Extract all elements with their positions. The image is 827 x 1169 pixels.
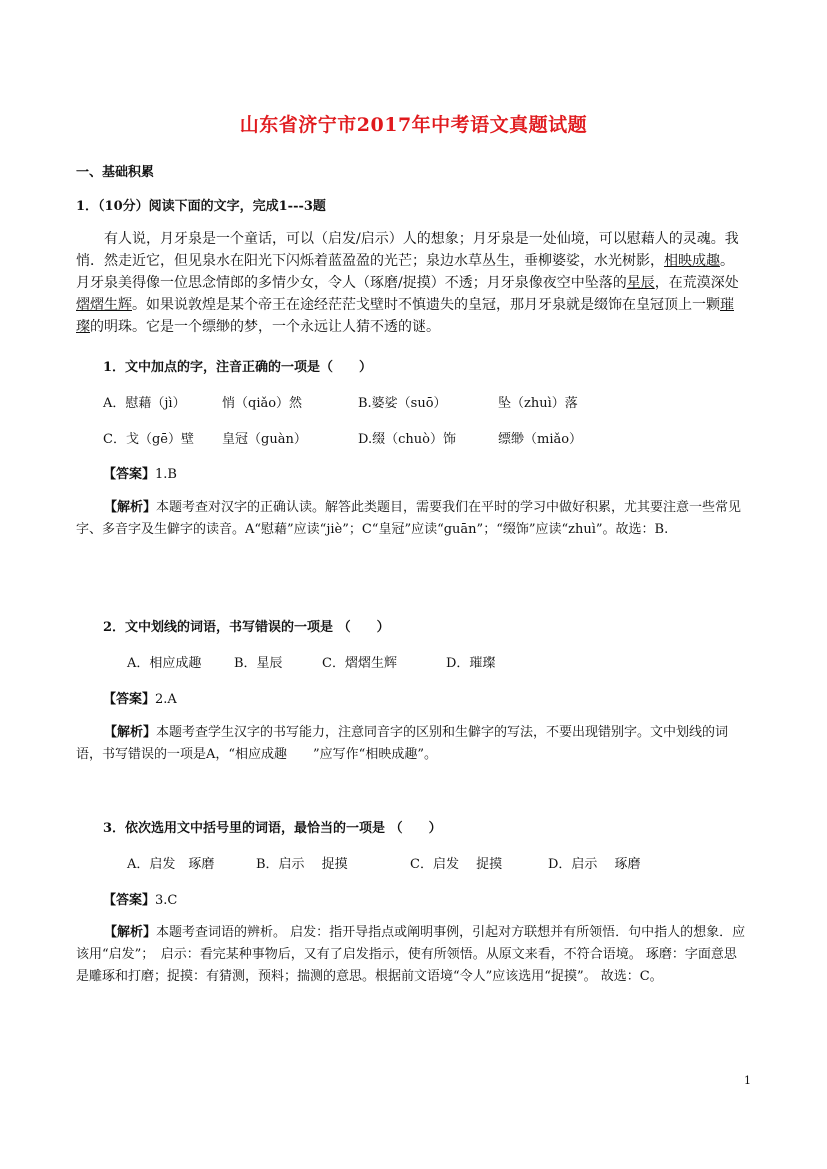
question-3-stem: 3．依次选用文中括号里的词语，最恰当的一项是 （ ） [103,821,442,836]
answer-tag: 【答案】 [103,467,156,482]
q1-answer [103,463,177,482]
q1-option-b-1: B.婆娑（suō） [358,396,447,411]
q1-analysis [76,497,746,541]
passage-text-4: 。如果说敦煌是某个帝王在途经茫茫戈壁时不慎遗失的皇冠，那月牙泉就是缀饰在皇冠顶上一颗 [132,297,720,313]
analysis-tag: 【解析】 [104,925,157,940]
q2-option-b: B．星辰 [234,656,283,671]
q3-analysis [76,922,746,988]
answer-value: 3.C [155,893,178,908]
q1-option-d-2: 缥缈（miǎo） [498,432,583,447]
underlined-word-1: 相映成趣 [664,253,720,269]
reading-passage [76,228,746,338]
document-title: 山东省济宁市2017年中考语文真题试题 [239,114,588,136]
underlined-word-4: 璀璨 [76,297,734,335]
analysis-tag: 【解析】 [104,500,157,515]
answer-value: 2.A [155,692,177,707]
q3-answer [103,889,177,908]
q1-option-b-2: 坠（zhuì）落 [498,396,578,411]
q1-option-d-1: D.缀（chuò）饰 [358,432,456,447]
q3-option-b: B．启示 捉摸 [256,857,348,872]
q2-answer [103,688,177,707]
q2-option-a: A．相应成趣 [127,656,202,671]
question-group-header: 1．（10分）阅读下面的文字，完成1---3题 [76,199,326,214]
q3-option-a: A．启发 琢磨 [127,857,215,872]
question-2-stem: 2．文中划线的词语，书写错误的一项是 （ ） [103,620,390,635]
page-number: 1 [744,1074,751,1087]
analysis-tag: 【解析】 [104,725,157,740]
passage-text-3: ，在荒漠深处 [654,275,739,291]
q1-option-a-2: 悄（qiǎo）然 [222,396,303,411]
question-1-stem: 1．文中加点的字，注音正确的一项是（ ） [103,360,373,375]
answer-tag: 【答案】 [103,692,156,707]
q1-option-c-1: C．戈（gē）壁 [103,432,194,447]
passage-text-1: 有人说，月牙泉是一个童话，可以（启发/启示）人的想象；月牙泉是一处仙境，可以慰藉人的灵魂。我悄．然走近它，但见泉水在阳光下闪烁着蓝盈盈的光芒；泉边水草丛生，垂柳婆娑，水光树影， [76,231,739,269]
analysis-text: 本题考查对汉字的正确认读。解答此类题目，需要我们在平时的学习中做好积累，尤其要注意一些常见字、多音字及生僻字的读音。A“慰藉”应读“jiè”；C“皇冠”应读“guān”；“缀饰”应读“zhuì”。故选：B. [76,500,742,537]
section-heading: 一、基础积累 [76,165,155,180]
q1-option-a-1: A．慰藉（jì） [103,396,186,411]
passage-text-5: 的明珠。它是一个缥缈的梦，一个永远让人猜不透的谜。 [90,319,440,335]
analysis-text: 本题考查学生汉字的书写能力，注意同音字的区别和生僻字的写法，不要出现错别字。文中划线的词语，书写错误的一项是A，“相应成趣 ”应写作“相映成趣”。 [76,725,729,762]
q2-analysis [76,722,746,766]
q1-option-c-2: 皇冠（guàn） [222,432,307,447]
q3-option-d: D．启示 琢磨 [548,857,641,872]
analysis-text: 本题考查词语的辨析。 启发：指开导指点或阐明事例，引起对方联想并有所领悟．句中指人的想象．应该用“启发”； 启示：看完某种事物后，又有了启发指示，使有所领悟。从原文来看，不符合语境。 琢磨：字面意思是雕琢和打磨；捉摸：有猜测，预料；揣测的意思。根据前文语境“令人”应该选用“捉摸”。 故选：C。 [76,925,746,984]
passage-text-2: 。月牙泉美得像一位思念情郎的多情少女，令人（琢磨/捉摸）不透；月牙泉像夜空中坠落的 [76,253,734,291]
underlined-word-3: 熠熠生辉 [76,297,132,313]
q3-option-c: C．启发 捉摸 [410,857,503,872]
q2-option-c: C．熠熠生辉 [322,656,397,671]
answer-tag: 【答案】 [103,893,156,908]
underlined-word-2: 星辰 [626,275,655,291]
q2-option-d: D．璀璨 [446,656,496,671]
answer-value: 1.B [155,467,177,482]
